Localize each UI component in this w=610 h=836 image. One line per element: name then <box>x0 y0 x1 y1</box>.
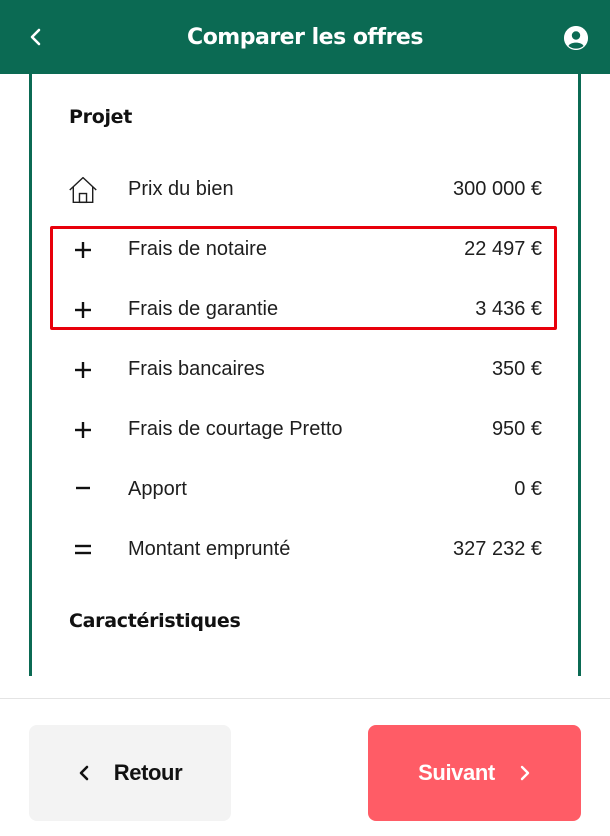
user-avatar-icon <box>564 26 588 50</box>
page-title: Comparer les offres <box>187 24 423 50</box>
suivant-button[interactable] <box>368 725 581 821</box>
back-button[interactable] <box>22 24 48 50</box>
row-label: Frais de notaire <box>128 238 267 260</box>
app-header <box>0 0 610 74</box>
row-label: Prix du bien <box>128 178 234 200</box>
minus-symbol <box>68 470 98 510</box>
chevron-left-icon <box>28 27 42 47</box>
offer-summary-panel <box>29 74 581 676</box>
row-label: Apport <box>128 478 187 500</box>
retour-label: Retour <box>113 760 183 785</box>
row-value: 3 436 € <box>475 298 542 320</box>
footer-navigation <box>0 698 610 836</box>
equals-symbol <box>68 530 98 570</box>
row-label: Frais de garantie <box>128 298 279 320</box>
row-frais-de-garantie <box>32 290 578 330</box>
row-label: Frais de courtage Pretto <box>128 418 343 440</box>
row-apport <box>32 470 578 510</box>
profile-button[interactable] <box>564 26 588 50</box>
plus-symbol <box>68 230 98 270</box>
row-montant-emprunte <box>32 530 578 570</box>
row-frais-bancaires <box>32 350 578 390</box>
row-value: 950 € <box>491 418 542 440</box>
section-title-projet: Projet <box>69 106 133 128</box>
retour-button[interactable] <box>29 725 231 821</box>
plus-symbol <box>68 290 98 330</box>
plus-symbol <box>68 350 98 390</box>
row-value: 327 232 € <box>453 538 542 560</box>
chevron-left-icon <box>78 764 90 782</box>
row-label: Montant emprunté <box>128 538 291 560</box>
row-prix-du-bien <box>32 170 578 210</box>
row-value: 300 000 € <box>453 178 542 200</box>
row-value: 22 497 € <box>464 238 542 260</box>
row-value: 0 € <box>514 478 542 500</box>
row-frais-de-notaire <box>32 230 578 270</box>
row-value: 350 € <box>491 358 542 380</box>
plus-symbol <box>68 410 98 450</box>
house-icon <box>68 170 98 210</box>
suivant-label: Suivant <box>418 760 495 785</box>
chevron-right-icon <box>519 764 531 782</box>
section-title-caracteristiques: Caractéristiques <box>69 610 241 632</box>
row-label: Frais bancaires <box>128 358 265 380</box>
row-frais-de-courtage <box>32 410 578 450</box>
